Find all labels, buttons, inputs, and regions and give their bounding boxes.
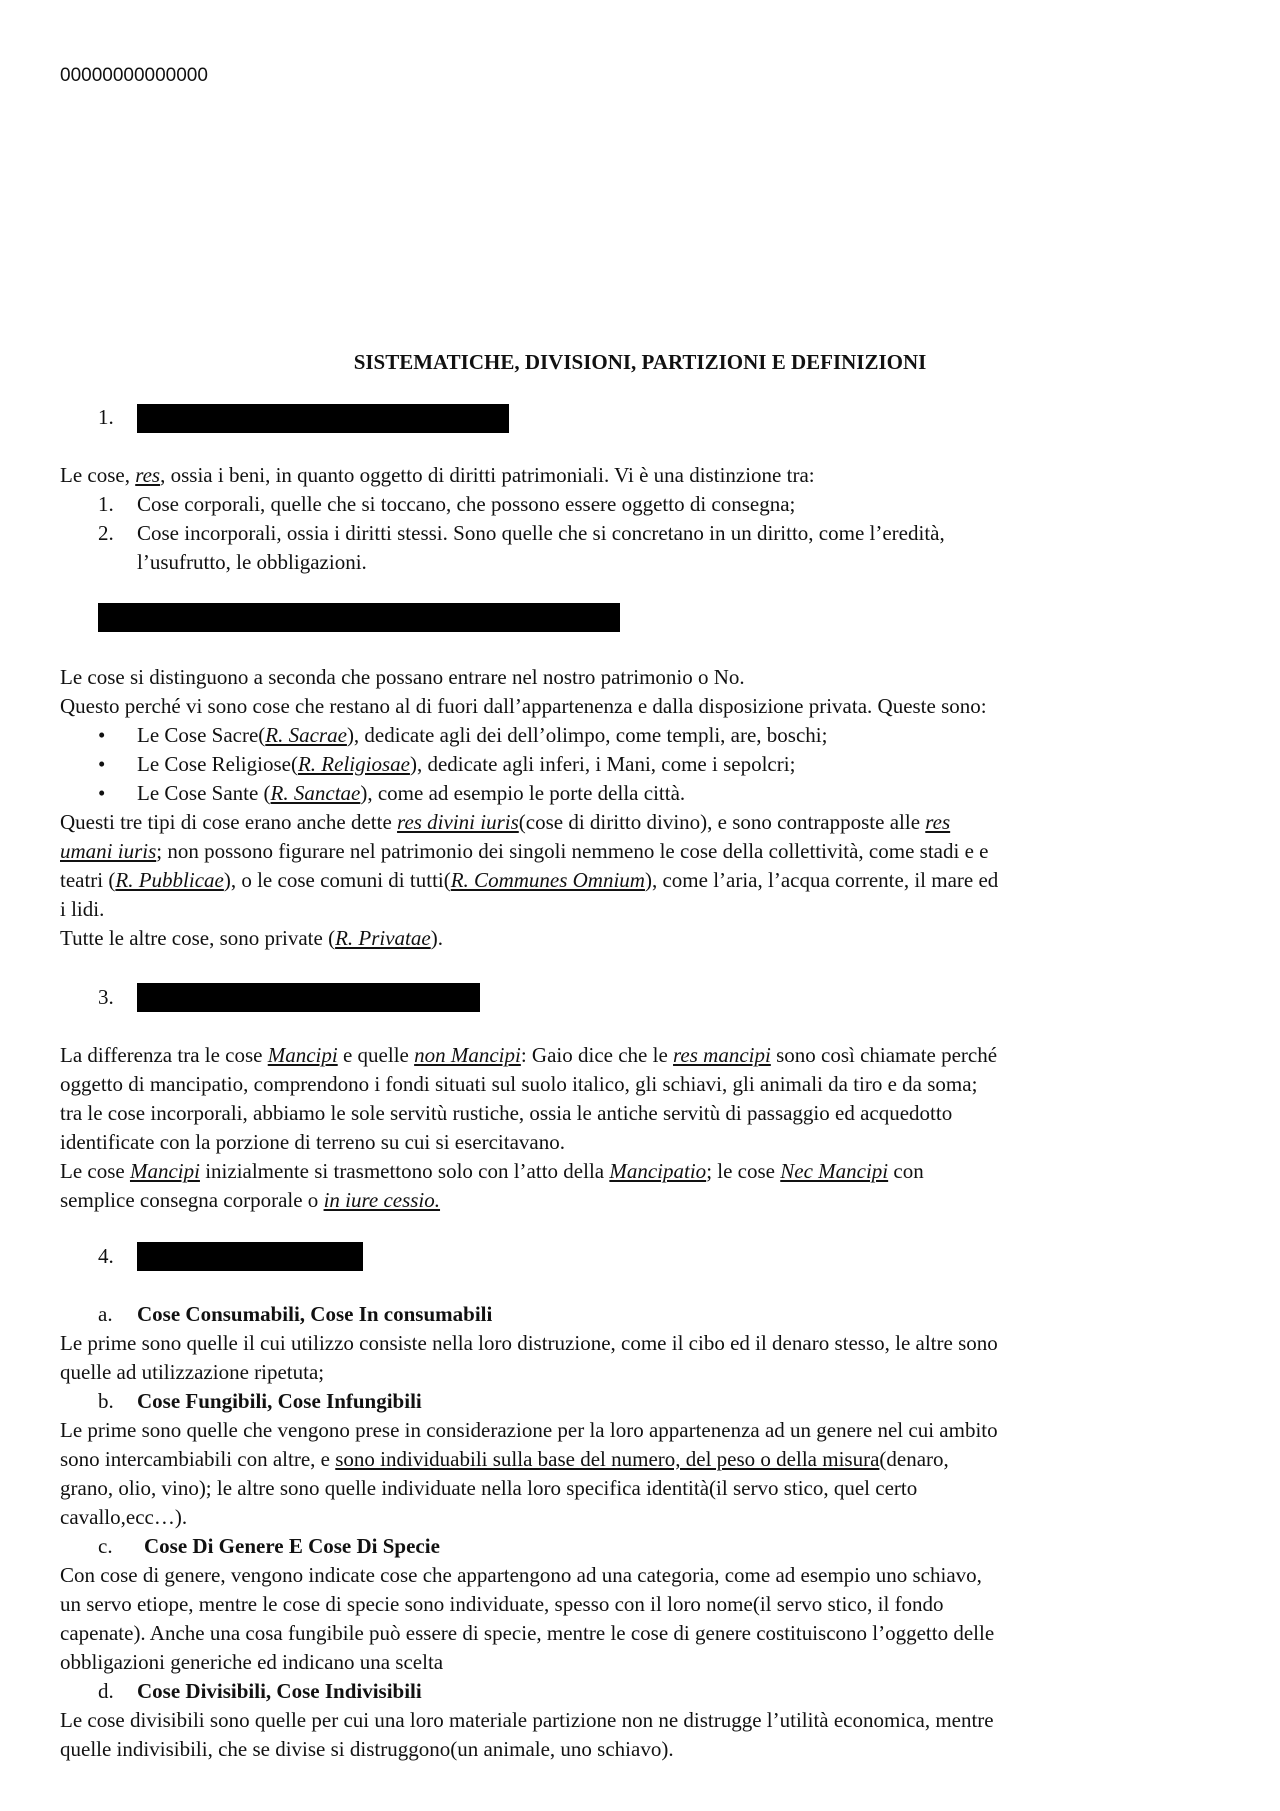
- header-code: 00000000000000: [60, 65, 208, 86]
- paragraph-line: quelle indivisibili, che se divise si distruggono(un animale, uno schiavo).: [60, 1737, 674, 1761]
- subheading-genere-specie: Cose Di Genere E Cose Di Specie: [144, 1534, 440, 1558]
- section-1-number: 1.: [98, 405, 114, 429]
- section-2-line-4: i lidi.: [60, 897, 105, 921]
- list-marker: 1.: [98, 492, 114, 516]
- document-title: SISTEMATICHE, DIVISIONI, PARTIZIONI E DEFINIZIONI: [353, 350, 927, 374]
- bullet-icon: •: [98, 781, 106, 805]
- redacted-heading-1: [137, 404, 509, 433]
- section-3-line-4: identificate con la porzione di terreno su cui si esercitavano.: [60, 1130, 565, 1154]
- paragraph-line: cavallo,ecc…).: [60, 1505, 188, 1529]
- section-4-number: 4.: [98, 1244, 114, 1268]
- section-1-intro: Le cose, res, ossia i beni, in quanto oggetto di diritti patrimoniali. Vi è una distinzione tra:: [60, 463, 815, 487]
- list-item: Cose incorporali, ossia i diritti stessi. Sono quelle che si concretano in un diritto, come l’eredità,: [137, 521, 945, 545]
- sublist-marker: d.: [98, 1679, 114, 1703]
- redacted-heading-4: [137, 1242, 363, 1271]
- bullet-item-sacrae: Le Cose Sacre(R. Sacrae), dedicate agli dei dell’olimpo, come templi, are, boschi;: [137, 723, 828, 747]
- section-3-line-5: Le cose Mancipi inizialmente si trasmettono solo con l’atto della Mancipatio; le cose Nec Mancipi con: [60, 1159, 924, 1183]
- bullet-item-religiosae: Le Cose Religiose(R. Religiosae), dedicate agli inferi, i Mani, come i sepolcri;: [137, 752, 796, 776]
- section-2-line-2: umani iuris; non possono figurare nel patrimonio dei singoli nemmeno le cose della collettività, come stadi e e: [60, 839, 989, 863]
- paragraph-line: Le cose divisibili sono quelle per cui una loro materiale partizione non ne distrugge l’utilità economica, mentre: [60, 1708, 994, 1732]
- section-3-line-3: tra le cose incorporali, abbiamo le sole servitù rustiche, ossia le antiche servitù di passaggio ed acquedotto: [60, 1101, 953, 1125]
- section-3-number: 3.: [98, 985, 114, 1009]
- section-3-line-6: semplice consegna corporale o in iure cessio.: [60, 1188, 441, 1212]
- paragraph-line: obbligazioni generiche ed indicano una scelta: [60, 1650, 444, 1674]
- redacted-heading-3: [137, 983, 480, 1012]
- section-2-paragraph-1: Le cose si distinguono a seconda che possano entrare nel nostro patrimonio o No.: [60, 665, 745, 689]
- sublist-marker: a.: [98, 1302, 113, 1326]
- section-2-line-3: teatri (R. Pubblicae), o le cose comuni di tutti(R. Communes Omnium), come l’aria, l’acqua corrente, il mare ed: [60, 868, 999, 892]
- bullet-icon: •: [98, 723, 106, 747]
- sublist-marker: c.: [98, 1534, 113, 1558]
- section-2-line-1: Questi tre tipi di cose erano anche dette res divini iuris(cose di diritto divino), e sono contrapposte alle res: [60, 810, 951, 834]
- paragraph-line: sono intercambiabili con altre, e sono individuabili sulla base del numero, del peso o della misura(denaro,: [60, 1447, 949, 1471]
- paragraph-line: Con cose di genere, vengono indicate cose che appartengono ad una categoria, come ad esempio uno schiavo,: [60, 1563, 982, 1587]
- redacted-heading-2: [98, 603, 620, 632]
- paragraph-line: capenate). Anche una cosa fungibile può essere di specie, mentre le cose di genere costituiscono l’oggetto delle: [60, 1621, 995, 1645]
- section-2-line-5: Tutte le altre cose, sono private (R. Privatae).: [60, 926, 443, 950]
- section-3-line-1: La differenza tra le cose Mancipi e quelle non Mancipi: Gaio dice che le res mancipi sono così chiamate perché: [60, 1043, 998, 1067]
- bullet-item-sanctae: Le Cose Sante (R. Sanctae), come ad esempio le porte della città.: [137, 781, 686, 805]
- paragraph-line: quelle ad utilizzazione ripetuta;: [60, 1360, 325, 1384]
- paragraph-line: Le prime sono quelle il cui utilizzo consiste nella loro distruzione, come il cibo ed il denaro stesso, le altre sono: [60, 1331, 998, 1355]
- bullet-icon: •: [98, 752, 106, 776]
- paragraph-line: Le prime sono quelle che vengono prese in considerazione per la loro appartenenza ad un genere nel cui ambito: [60, 1418, 998, 1442]
- list-item: Cose corporali, quelle che si toccano, che possono essere oggetto di consegna;: [137, 492, 796, 516]
- paragraph-line: un servo etiope, mentre le cose di specie sono individuate, spesso con il loro nome(il servo stico, il fondo: [60, 1592, 944, 1616]
- section-2-paragraph-2: Questo perché vi sono cose che restano al di fuori dall’appartenenza e dalla disposizione privata. Queste sono:: [60, 694, 987, 718]
- subheading-fungibili: Cose Fungibili, Cose Infungibili: [137, 1389, 422, 1413]
- subheading-divisibili: Cose Divisibili, Cose Indivisibili: [137, 1679, 422, 1703]
- subheading-consumabili: Cose Consumabili, Cose In consumabili: [137, 1302, 493, 1326]
- list-item-continuation: l’usufrutto, le obbligazioni.: [137, 550, 367, 574]
- list-marker: 2.: [98, 521, 114, 545]
- sublist-marker: b.: [98, 1389, 114, 1413]
- paragraph-line: grano, olio, vino); le altre sono quelle individuate nella loro specifica identità(il servo stico, quel certo: [60, 1476, 918, 1500]
- section-3-line-2: oggetto di mancipatio, comprendono i fondi situati sul suolo italico, gli schiavi, gli animali da tiro e da soma;: [60, 1072, 978, 1096]
